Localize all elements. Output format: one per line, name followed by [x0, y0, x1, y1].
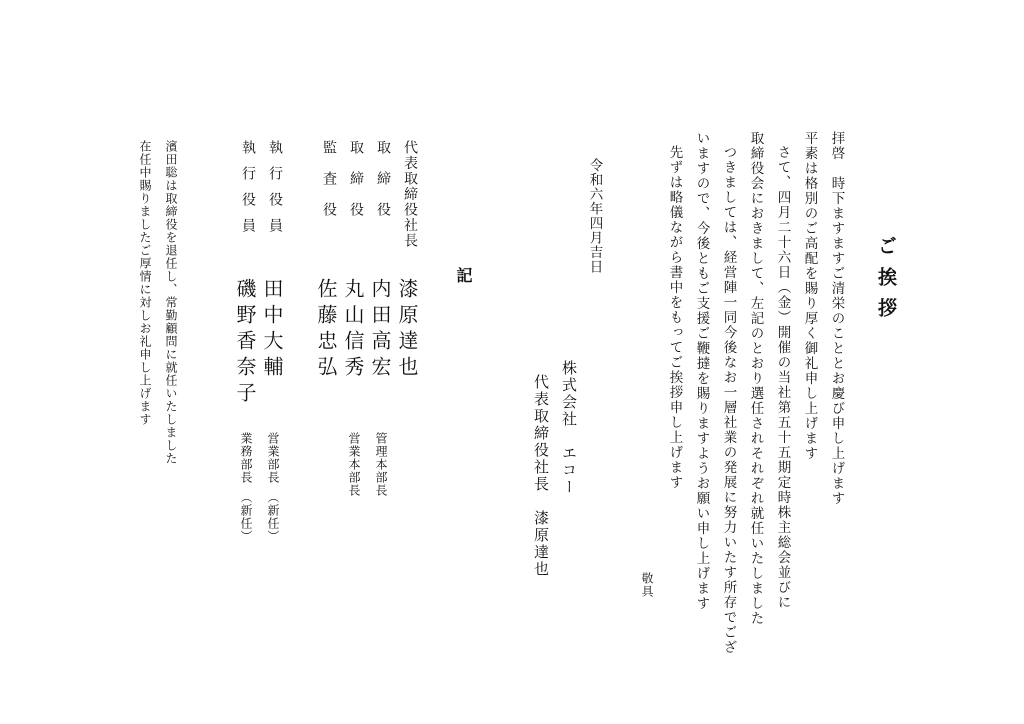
sender-name: 代表取締役社長 漆原達也 [532, 374, 550, 578]
officer-role: 取 締 役 [375, 140, 391, 218]
officer-name: 磯野香奈子 [233, 278, 257, 408]
officer-role: 監 査 役 [321, 140, 337, 218]
retirement-line: 濱田聡は取締役を退任し、常勤顧問に就任いたしました [164, 140, 178, 465]
officer-name: 漆原達也 [395, 278, 419, 382]
officer-role: 執行役員 [240, 140, 256, 244]
officer-name: 丸山信秀 [341, 278, 365, 382]
greeting-line: いますので、今後ともご支援ご鞭撻を賜りますようお願い申し上げます [693, 131, 710, 611]
officer-note: 業務部長 （新任） [239, 432, 253, 543]
officer-name: 内田高宏 [368, 278, 392, 382]
officer-note: 営業本部長 [347, 432, 361, 497]
sender-company: 株式会社 エコー [560, 360, 578, 496]
officer-note: 営業部長 （新任） [266, 432, 280, 543]
officer-role: 執行役員 [267, 140, 283, 244]
greeting-line: つきましては、経営陣一同今後なお一層社業の発展に努力いたす所存でござ [720, 145, 737, 655]
officer-name: 佐藤忠弘 [314, 278, 338, 382]
greeting-line: 先ずは略儀ながら書中をもってご挨拶申し上げます [666, 145, 683, 490]
greeting-line: 拝啓 時下ますますご清栄のこととお慶び申し上げます [828, 131, 845, 506]
retirement-line: 在任中賜りましたご厚情に対しお礼申し上げます [138, 140, 152, 426]
greeting-line: 平素は格別のご高配を賜り厚く御礼申し上げます [801, 131, 818, 461]
date: 令和六年四月吉日 [586, 158, 603, 274]
greeting-line: 取締役会におきまして、左記のとおり選任されそれぞれ就任いたしました [747, 131, 764, 626]
officer-role: 取 締 役 [348, 140, 364, 218]
page-title: ご挨拶 [875, 236, 897, 329]
officer-name: 田中大輔 [260, 278, 284, 382]
ki-heading: 記 [454, 267, 473, 283]
officer-note: 管理本部長 [374, 432, 388, 497]
officer-role: 代表取締役社長 [402, 140, 418, 249]
greeting-line: さて、四月二十六日（金）開催の当社第五十五期定時株主総会並びに [774, 145, 791, 610]
closing-keigu: 敬具 [640, 572, 654, 598]
